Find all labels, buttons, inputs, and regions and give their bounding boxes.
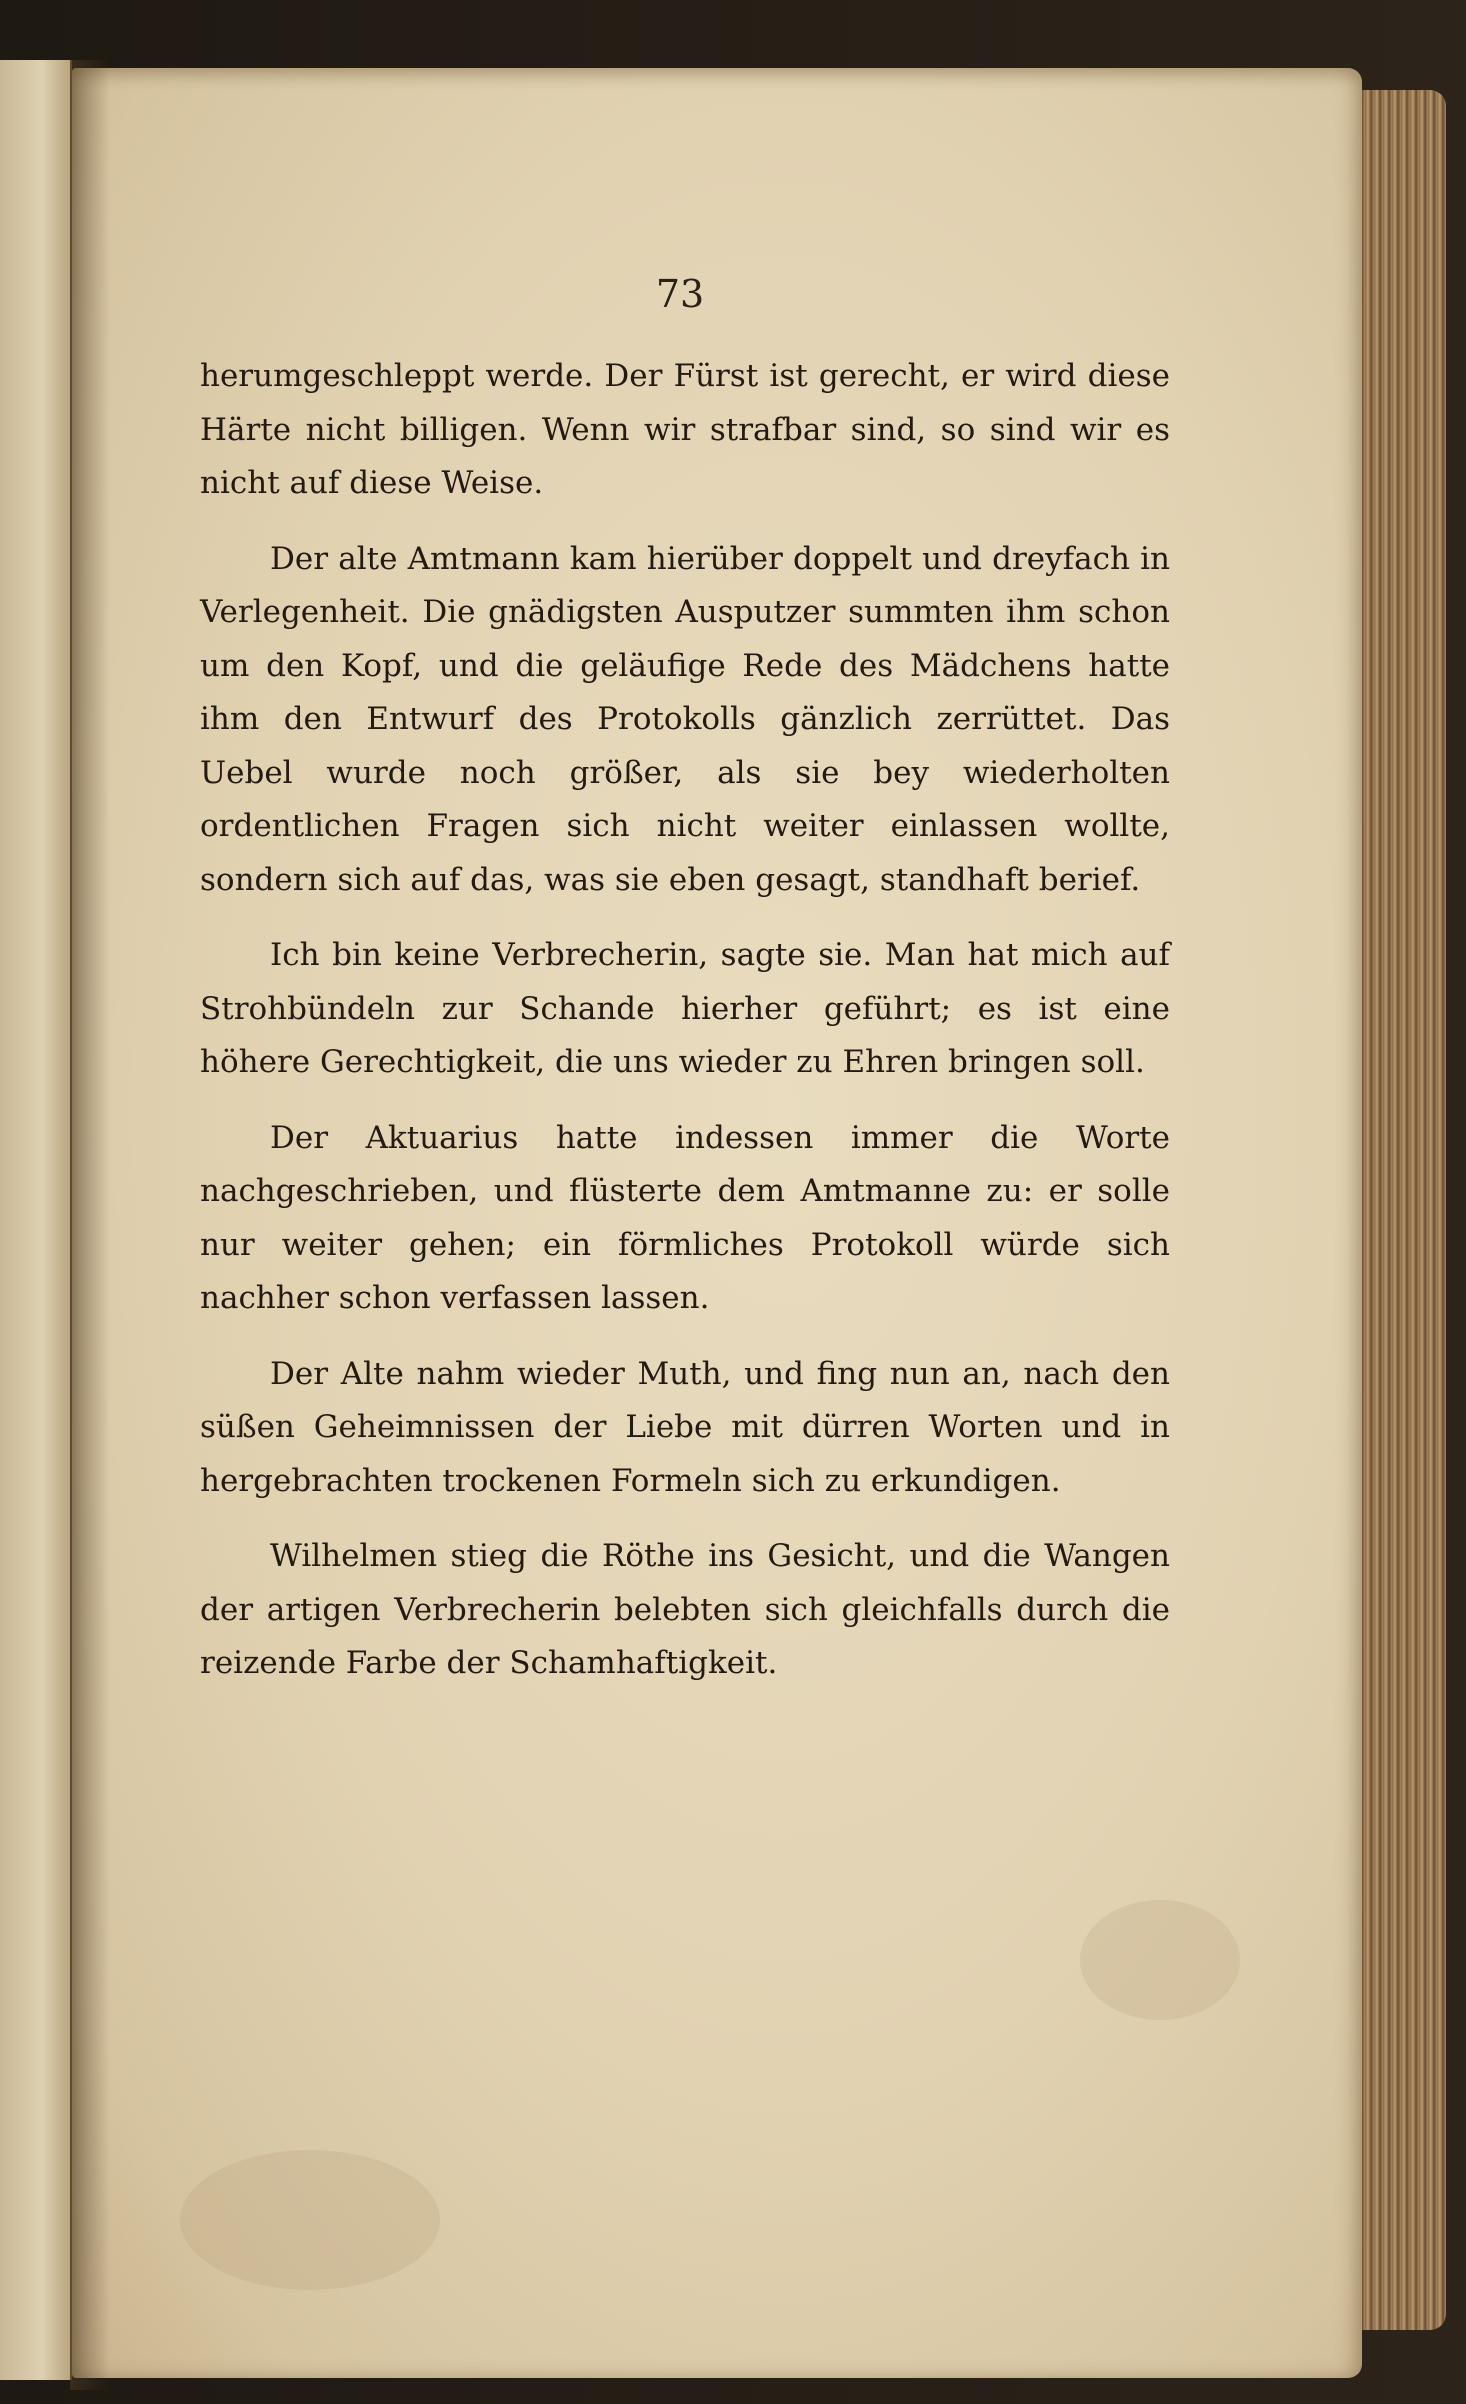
facing-page-edge xyxy=(0,60,72,2380)
paragraph: Wilhelmen stieg die Röthe ins Gesicht, und die Wangen der artigen Verbrecherin belebten sich gleichfalls durch die reizende Farbe der Schamhaftigkeit. xyxy=(200,1538,1170,1681)
paper-stain xyxy=(180,2150,440,2290)
paragraph: Der alte Amtmann kam hierüber doppelt und dreyfach in Verlegenheit. Die gnädigsten Ausputzer summten ihm schon um den Kopf, und die geläufige Rede des Mädchens hatte ihm den Entwurf des Protokolls gänzlich zerrüttet. Das Uebel wurde noch größer, als sie bey wiederholten ordentlichen Fragen sich nicht weiter einlassen wollte, sondern sich auf das, was sie eben gesagt, standhaft berief. xyxy=(200,540,1170,898)
page-number: 73 xyxy=(655,272,705,316)
paragraph: herumgeschleppt werde. Der Fürst ist gerecht, er wird diese Härte nicht billigen. Wenn wir strafbar sind, so sind wir es nicht auf diese Weise. xyxy=(200,358,1170,501)
paragraph: Der Aktuarius hatte indessen immer die Worte nachgeschrieben, und flüsterte dem Amtmanne zu: er solle nur weiter gehen; ein förmliches Protokoll würde sich nachher schon verfassen lassen. xyxy=(200,1119,1170,1316)
paragraph: Der Alte nahm wieder Muth, und fing nun an, nach den süßen Geheimnissen der Liebe mit dürren Worten und in hergebrachten trockenen Formeln sich zu erkundigen. xyxy=(200,1355,1170,1499)
page-text xyxy=(200,350,1170,1713)
book-page-edges xyxy=(1356,90,1446,2330)
spine-shadow xyxy=(70,60,110,2390)
paragraph: Ich bin keine Verbrecherin, sagte sie. Man hat mich auf Strohbündeln zur Schande hierher geführt; es ist eine höhere Gerechtigkeit, die uns wieder zu Ehren bringen soll. xyxy=(200,937,1170,1080)
paper-stain xyxy=(1080,1900,1240,2020)
